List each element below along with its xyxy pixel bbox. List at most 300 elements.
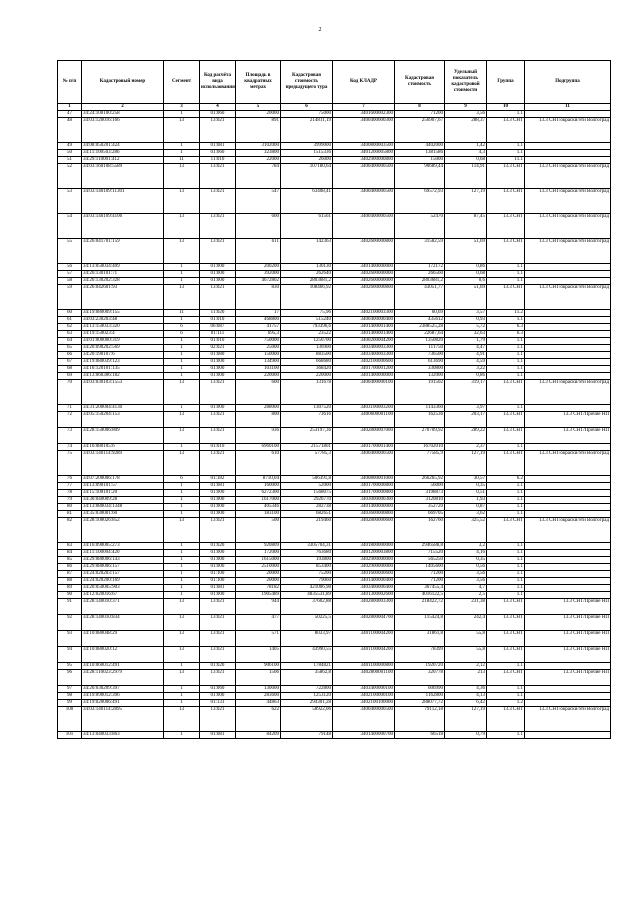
table-cell: 750000: [236, 338, 281, 345]
table-cell: 01:081: [200, 585, 236, 592]
table-cell: 25000: [236, 345, 281, 352]
table-cell: 1250700: [281, 338, 333, 345]
table-cell: 1: [164, 444, 200, 451]
table-cell: 323800: [236, 150, 281, 157]
table-cell: 11.2: [487, 310, 525, 317]
table-cell: 2926770: [281, 497, 333, 504]
table-cell: 3,62: [445, 511, 487, 518]
table-cell: 90689,44: [395, 164, 445, 189]
table-cell: 103100: [236, 366, 281, 373]
table-cell: 0,35: [445, 557, 487, 564]
table-cell: 1.1: [487, 511, 525, 518]
table-cell: 3401400000700: [333, 732, 395, 739]
table-cell: 367455,4: [395, 585, 445, 592]
table-cell: 1.1: [487, 352, 525, 359]
table-cell: 93: [58, 631, 82, 647]
table-cell: 3402800000600: [333, 518, 395, 543]
table-cell: 2803681,2: [395, 278, 445, 285]
table-cell: 3102000: [236, 143, 281, 150]
table-row: [58, 428, 611, 444]
table-cell: 130000: [236, 686, 281, 693]
table-cell: 319,17: [445, 380, 487, 405]
table-cell: 3,56: [445, 111, 487, 118]
table-cell: 75200: [281, 571, 333, 578]
table-cell: 34:20:050005:903: [82, 585, 164, 592]
table-cell: 01:100: [200, 578, 236, 585]
table-row: [58, 359, 611, 366]
column-header: № п/п: [58, 61, 82, 104]
table-cell: 34:03:120016:166: [82, 118, 164, 143]
table-cell: [525, 352, 611, 359]
table-cell: 3402100100000: [333, 700, 395, 707]
table-cell: 100: [58, 707, 82, 732]
table-cell: 1.1: [487, 150, 525, 157]
table-cell: 98: [58, 693, 82, 700]
table-cell: 01:000: [200, 504, 236, 511]
column-number: 8: [395, 104, 445, 111]
table-cell: 1: [164, 345, 200, 352]
table-cell: 31582,59: [395, 239, 445, 264]
table-cell: 613690: [395, 359, 445, 366]
table-row: [58, 157, 611, 164]
table-row: [58, 707, 611, 732]
table-row: [58, 150, 611, 157]
table-cell: [525, 700, 611, 707]
table-cell: [525, 345, 611, 352]
table-cell: 13.3 СНТ: [487, 285, 525, 310]
table-cell: 3400800003500: [333, 143, 395, 150]
table-cell: 1162800: [395, 693, 445, 700]
column-header: Кадастровая стоимость предыдущего тура: [281, 61, 333, 104]
table-cell: 134900: [236, 359, 281, 366]
table-cell: 11: [164, 157, 200, 164]
table-cell: 3198873: [395, 490, 445, 497]
table-cell: 34:13:040033:863: [82, 732, 164, 739]
table-cell: 920809: [236, 543, 281, 550]
table-cell: 13:021: [200, 670, 236, 686]
table-cell: 1: [164, 143, 200, 150]
table-cell: 13: [164, 214, 200, 239]
table-cell: 1: [164, 550, 200, 557]
table-cell: 34:19:090012:396: [82, 693, 164, 700]
table-cell: 3401700001200: [333, 366, 395, 373]
table-cell: 85: [58, 557, 82, 564]
table-cell: 1: [164, 373, 200, 380]
table-cell: 01:020: [200, 543, 236, 550]
table-cell: 3402800003300: [333, 599, 395, 615]
table-cell: 95: [58, 663, 82, 670]
table-row: [58, 111, 611, 118]
table-cell: 56000: [395, 483, 445, 490]
table-cell: 231,38: [445, 599, 487, 615]
table-cell: 13:021: [200, 615, 236, 631]
table-cell: 1: [164, 663, 200, 670]
table-cell: 13:021: [200, 380, 236, 405]
table-cell: 13:021: [200, 631, 236, 647]
table-cell: 853400: [281, 564, 333, 571]
table-cell: 4,13: [445, 693, 487, 700]
table-cell: 01:182: [200, 476, 236, 483]
table-cell: 30,57: [445, 476, 487, 483]
table-cell: 13: [164, 451, 200, 476]
table-cell: 34:10:080048:29: [82, 631, 164, 647]
table-cell: 48: [58, 118, 82, 143]
table-cell: [525, 564, 611, 571]
column-number-row: [58, 104, 611, 111]
table-cell: 127,19: [445, 451, 487, 476]
table-cell: 67: [58, 359, 82, 366]
table-cell: 127,19: [445, 189, 487, 214]
table-cell: 34:03:140109:4106: [82, 214, 164, 239]
table-cell: 13.3 СНТ/окраски/эти Волгоград: [525, 118, 611, 143]
table-cell: 34:16:090005:273: [82, 543, 164, 550]
table-cell: [525, 483, 611, 490]
column-header: Код расчёта вида использования: [200, 61, 236, 104]
table-cell: 13.3 СНТ: [487, 380, 525, 405]
table-cell: 35862,8: [281, 670, 333, 686]
table-cell: 218422,72: [395, 599, 445, 615]
column-number: 3: [164, 104, 200, 111]
table-cell: 34:26:130202:328: [82, 278, 164, 285]
table-cell: 34:29:110001:412: [82, 157, 164, 164]
table-cell: 13.3 СНТ/окраски/эти Волгоград: [525, 164, 611, 189]
table-cell: 01:081: [200, 483, 236, 490]
table-cell: 101: [58, 732, 82, 739]
table-cell: 3403400003300: [333, 352, 395, 359]
table-cell: 01:081: [200, 732, 236, 739]
table-cell: [525, 157, 611, 164]
table-cell: 34:07:200006:178: [82, 476, 164, 483]
table-cell: 162760: [395, 518, 445, 543]
table-cell: 3403400000100: [333, 686, 395, 693]
table-cell: 75: [58, 451, 82, 476]
table-cell: 3401400000000: [333, 373, 395, 380]
table-cell: 1: [164, 490, 200, 497]
table-cell: 34:03:140114:2895: [82, 707, 164, 732]
table-cell: 34:30:040009:28: [82, 497, 164, 504]
table-cell: 3400800001000: [333, 476, 395, 483]
table-cell: 3402600000000: [333, 271, 395, 278]
table-cell: [525, 497, 611, 504]
table-cell: 61: [58, 317, 82, 324]
table-cell: 3,56: [445, 571, 487, 578]
table-cell: 0,6: [445, 278, 487, 285]
table-cell: 1.1: [487, 271, 525, 278]
table-cell: 34:20:030209:397: [82, 686, 164, 693]
table-cell: 54: [58, 214, 82, 239]
table-cell: 1,79: [445, 338, 487, 345]
table-cell: 34:28:150006:809: [82, 428, 164, 444]
table-row: [58, 663, 611, 670]
table-cell: 1.1: [487, 483, 525, 490]
table-cell: 368420: [281, 366, 333, 373]
table-cell: 13: [164, 380, 200, 405]
table-cell: 330800: [395, 366, 445, 373]
table-cell: 58922,06: [281, 707, 333, 732]
table-cell: 13.3 СНТ: [487, 164, 525, 189]
table-cell: [525, 490, 611, 497]
column-number: 10: [487, 104, 525, 111]
table-cell: [525, 557, 611, 564]
table-cell: 4,91: [445, 352, 487, 359]
table-cell: 34:13:050034:409: [82, 264, 164, 271]
table-cell: 13.3 СНТ: [487, 412, 525, 428]
table-cell: 4016122,5: [395, 592, 445, 599]
table-cell: 13.3 СНТ: [487, 647, 525, 663]
table-cell: 15000: [395, 157, 445, 164]
table-cell: 34:19:080009:155: [82, 310, 164, 317]
table-cell: [525, 511, 611, 518]
table-cell: 1307520: [281, 405, 333, 412]
table-cell: 59: [58, 285, 82, 310]
table-cell: 3403600000800: [333, 511, 395, 518]
table-cell: 4,7: [445, 585, 487, 592]
table-cell: 4,16: [445, 550, 487, 557]
table-cell: 13.3 СНТ: [487, 631, 525, 647]
table-cell: 936: [236, 428, 281, 444]
table-cell: 96: [58, 670, 82, 686]
table-cell: 13: [164, 412, 200, 428]
column-header: Удельный показатель кадастровой стоимости: [445, 61, 487, 104]
column-number: 5: [236, 104, 281, 111]
table-cell: 73: [58, 428, 82, 444]
table-cell: 1: [164, 405, 200, 412]
table-cell: 1: [164, 578, 200, 585]
table-cell: [525, 663, 611, 670]
table-cell: [525, 143, 611, 150]
table-cell: 13:021: [200, 285, 236, 310]
table-cell: 01:060: [200, 686, 236, 693]
table-cell: 63: [58, 331, 82, 338]
table-cell: 13.3 СНТ/окраски/эти Волгоград: [525, 214, 611, 239]
table-cell: 13:021: [200, 707, 236, 732]
table-cell: 3401700001400: [333, 444, 395, 451]
column-number: 9: [445, 104, 487, 111]
table-cell: 1.1: [487, 490, 525, 497]
table-cell: [525, 476, 611, 483]
table-cell: 6,42: [445, 700, 487, 707]
table-cell: 13.3 СНТ: [487, 615, 525, 631]
table-cell: 34:35:030001:60: [82, 511, 164, 518]
table-cell: 34:13:090101:57: [82, 483, 164, 490]
table-cell: 78399: [395, 647, 445, 663]
table-cell: 830: [236, 285, 281, 310]
table-row: [58, 571, 611, 578]
table-row: [58, 239, 611, 264]
table-cell: 13.3 СНТ/Прочие НП: [525, 428, 611, 444]
table-row: [58, 647, 611, 663]
table-cell: [525, 405, 611, 412]
table-cell: 3401100004200: [333, 647, 395, 663]
table-cell: 01:000: [200, 264, 236, 271]
table-row: [58, 700, 611, 707]
table-cell: 34:28:100026:852: [82, 518, 164, 543]
table-cell: 01:010: [200, 338, 236, 345]
table-cell: 3402900000000: [333, 557, 395, 564]
table-cell: 172000: [236, 550, 281, 557]
table-cell: 13.3 СНТ: [487, 118, 525, 143]
table-cell: 01:000: [200, 557, 236, 564]
table-cell: 325,52: [445, 518, 487, 543]
table-cell: 78: [58, 490, 82, 497]
table-cell: 6272300: [236, 490, 281, 497]
table-cell: 3401400001400: [333, 331, 395, 338]
table-cell: 288000: [236, 405, 281, 412]
table-row: [58, 518, 611, 543]
table-cell: 203,17: [445, 412, 487, 428]
table-cell: 13.3 СНТ: [487, 239, 525, 264]
column-header: Сегмент: [164, 61, 200, 104]
table-cell: 1381586: [395, 150, 445, 157]
table-cell: 1: [164, 571, 200, 578]
table-cell: 79060: [281, 578, 333, 585]
table-cell: 3401100000800: [333, 663, 395, 670]
table-cell: [525, 278, 611, 285]
table-row: [58, 373, 611, 380]
table-cell: 4,59: [445, 359, 487, 366]
table-cell: 0,68: [445, 271, 487, 278]
table-cell: 4672802: [236, 278, 281, 285]
table-cell: 13: [164, 285, 200, 310]
table-cell: 3400400000300: [333, 118, 395, 143]
table-cell: 34:20:090202:569: [82, 345, 164, 352]
table-cell: 1617000: [236, 497, 281, 504]
table-cell: 34:01:000000:319: [82, 338, 164, 345]
table-cell: 2,5: [445, 592, 487, 599]
table-cell: [525, 359, 611, 366]
table-cell: 3401400000000: [333, 264, 395, 271]
table-cell: 3401400000400: [333, 578, 395, 585]
table-cell: 1.1: [487, 345, 525, 352]
table-cell: 60,69: [395, 310, 445, 317]
table-cell: 3401400001400: [333, 324, 395, 331]
table-cell: [525, 271, 611, 278]
table-cell: 71: [58, 405, 82, 412]
table-cell: 1.1: [487, 578, 525, 585]
table-cell: 69572,93: [395, 189, 445, 214]
table-cell: 34:19:080039:123: [82, 359, 164, 366]
table-cell: 34:16:080105:6: [82, 444, 164, 451]
table-cell: 1253120: [281, 693, 333, 700]
table-cell: 01:000: [200, 511, 236, 518]
table-row: [58, 490, 611, 497]
table-cell: 50: [58, 150, 82, 157]
table-cell: 131678: [281, 380, 333, 405]
table-cell: 0,86: [445, 373, 487, 380]
table-cell: 13: [164, 118, 200, 143]
column-header: Кадастровая стоимость: [395, 61, 445, 104]
table-cell: 1: [164, 700, 200, 707]
table-cell: 695,3: [236, 331, 281, 338]
table-cell: 1.1: [487, 557, 525, 564]
table-cell: [525, 310, 611, 317]
table-cell: 1: [164, 150, 200, 157]
table-cell: 172172: [395, 264, 445, 271]
table-cell: 34:19:150023:4: [82, 331, 164, 338]
table-cell: 76: [58, 476, 82, 483]
table-cell: 0,79: [445, 732, 487, 739]
table-cell: 4,3: [445, 150, 487, 157]
table-cell: 3401700000800: [333, 490, 395, 497]
table-cell: 13: [164, 631, 200, 647]
table-cell: 01:060: [200, 111, 236, 118]
cadastral-register-table: [57, 60, 611, 739]
table-cell: 55,8: [445, 631, 487, 647]
table-cell: 1: [164, 511, 200, 518]
table-cell: 92: [58, 615, 82, 631]
table-cell: 2803681,2: [281, 278, 333, 285]
table-cell: 611: [236, 239, 281, 264]
table-cell: 136900: [281, 345, 333, 352]
table-cell: 34:03:140109:11301: [82, 189, 164, 214]
table-cell: 17: [236, 310, 281, 317]
table-cell: 79148: [281, 732, 333, 739]
table-cell: 84209: [236, 732, 281, 739]
table-cell: 111750: [395, 345, 445, 352]
table-cell: 16702010: [395, 444, 445, 451]
table-cell: 183100: [236, 511, 281, 518]
table-cell: 55: [58, 239, 82, 264]
column-header: Группа: [487, 61, 525, 104]
table-cell: 13.3 СНТ/Прочие НП: [525, 631, 611, 647]
table-row: [58, 483, 611, 490]
table-cell: 13:021: [200, 518, 236, 543]
table-row: [58, 189, 611, 214]
table-cell: 3,2: [445, 543, 487, 550]
table-cell: [525, 444, 611, 451]
table-cell: 4835531,89: [281, 592, 333, 599]
table-cell: 736500: [395, 352, 445, 359]
table-cell: 2946588,8: [395, 543, 445, 550]
table-cell: 51,69: [445, 239, 487, 264]
table-cell: 722800: [281, 686, 333, 693]
column-header: Код КЛАДР: [333, 61, 395, 104]
table-cell: [525, 338, 611, 345]
table-cell: 11.1: [487, 157, 525, 164]
table-row: [58, 686, 611, 693]
table-cell: 1: [164, 271, 200, 278]
table-cell: 01:100: [200, 571, 236, 578]
table-cell: 01:000: [200, 693, 236, 700]
table-row: [58, 310, 611, 317]
table-cell: [525, 592, 611, 599]
table-cell: 47: [58, 111, 82, 118]
table-cell: 01:081: [200, 143, 236, 150]
table-cell: 1.1: [487, 592, 525, 599]
table-cell: [525, 585, 611, 592]
table-cell: 132000: [395, 373, 445, 380]
table-cell: 13.3 СНТ/окраски/эти Волгоград: [525, 239, 611, 264]
table-cell: 3402600000800: [333, 285, 395, 310]
table-cell: 8710,04: [236, 476, 281, 483]
table-cell: 13:021: [200, 189, 236, 214]
column-header: Площадь в квадратных метрах: [236, 61, 281, 104]
table-cell: 1: [164, 592, 200, 599]
table-cell: 3401300002600: [333, 592, 395, 599]
table-cell: 75,96: [281, 310, 333, 317]
table-cell: 4,36: [445, 686, 487, 693]
table-cell: 191502: [395, 380, 445, 405]
table-cell: 13.3 СНТ/окраски/эти Волгоград: [525, 518, 611, 543]
table-cell: 622: [236, 707, 281, 732]
table-row: [58, 693, 611, 700]
table-cell: 79: [58, 497, 82, 504]
table-cell: 37602,88: [281, 599, 333, 615]
table-cell: 34:03:230203:48: [82, 317, 164, 324]
table-row: [58, 550, 611, 557]
table-row: [58, 631, 611, 647]
table-cell: 1,42: [445, 143, 487, 150]
